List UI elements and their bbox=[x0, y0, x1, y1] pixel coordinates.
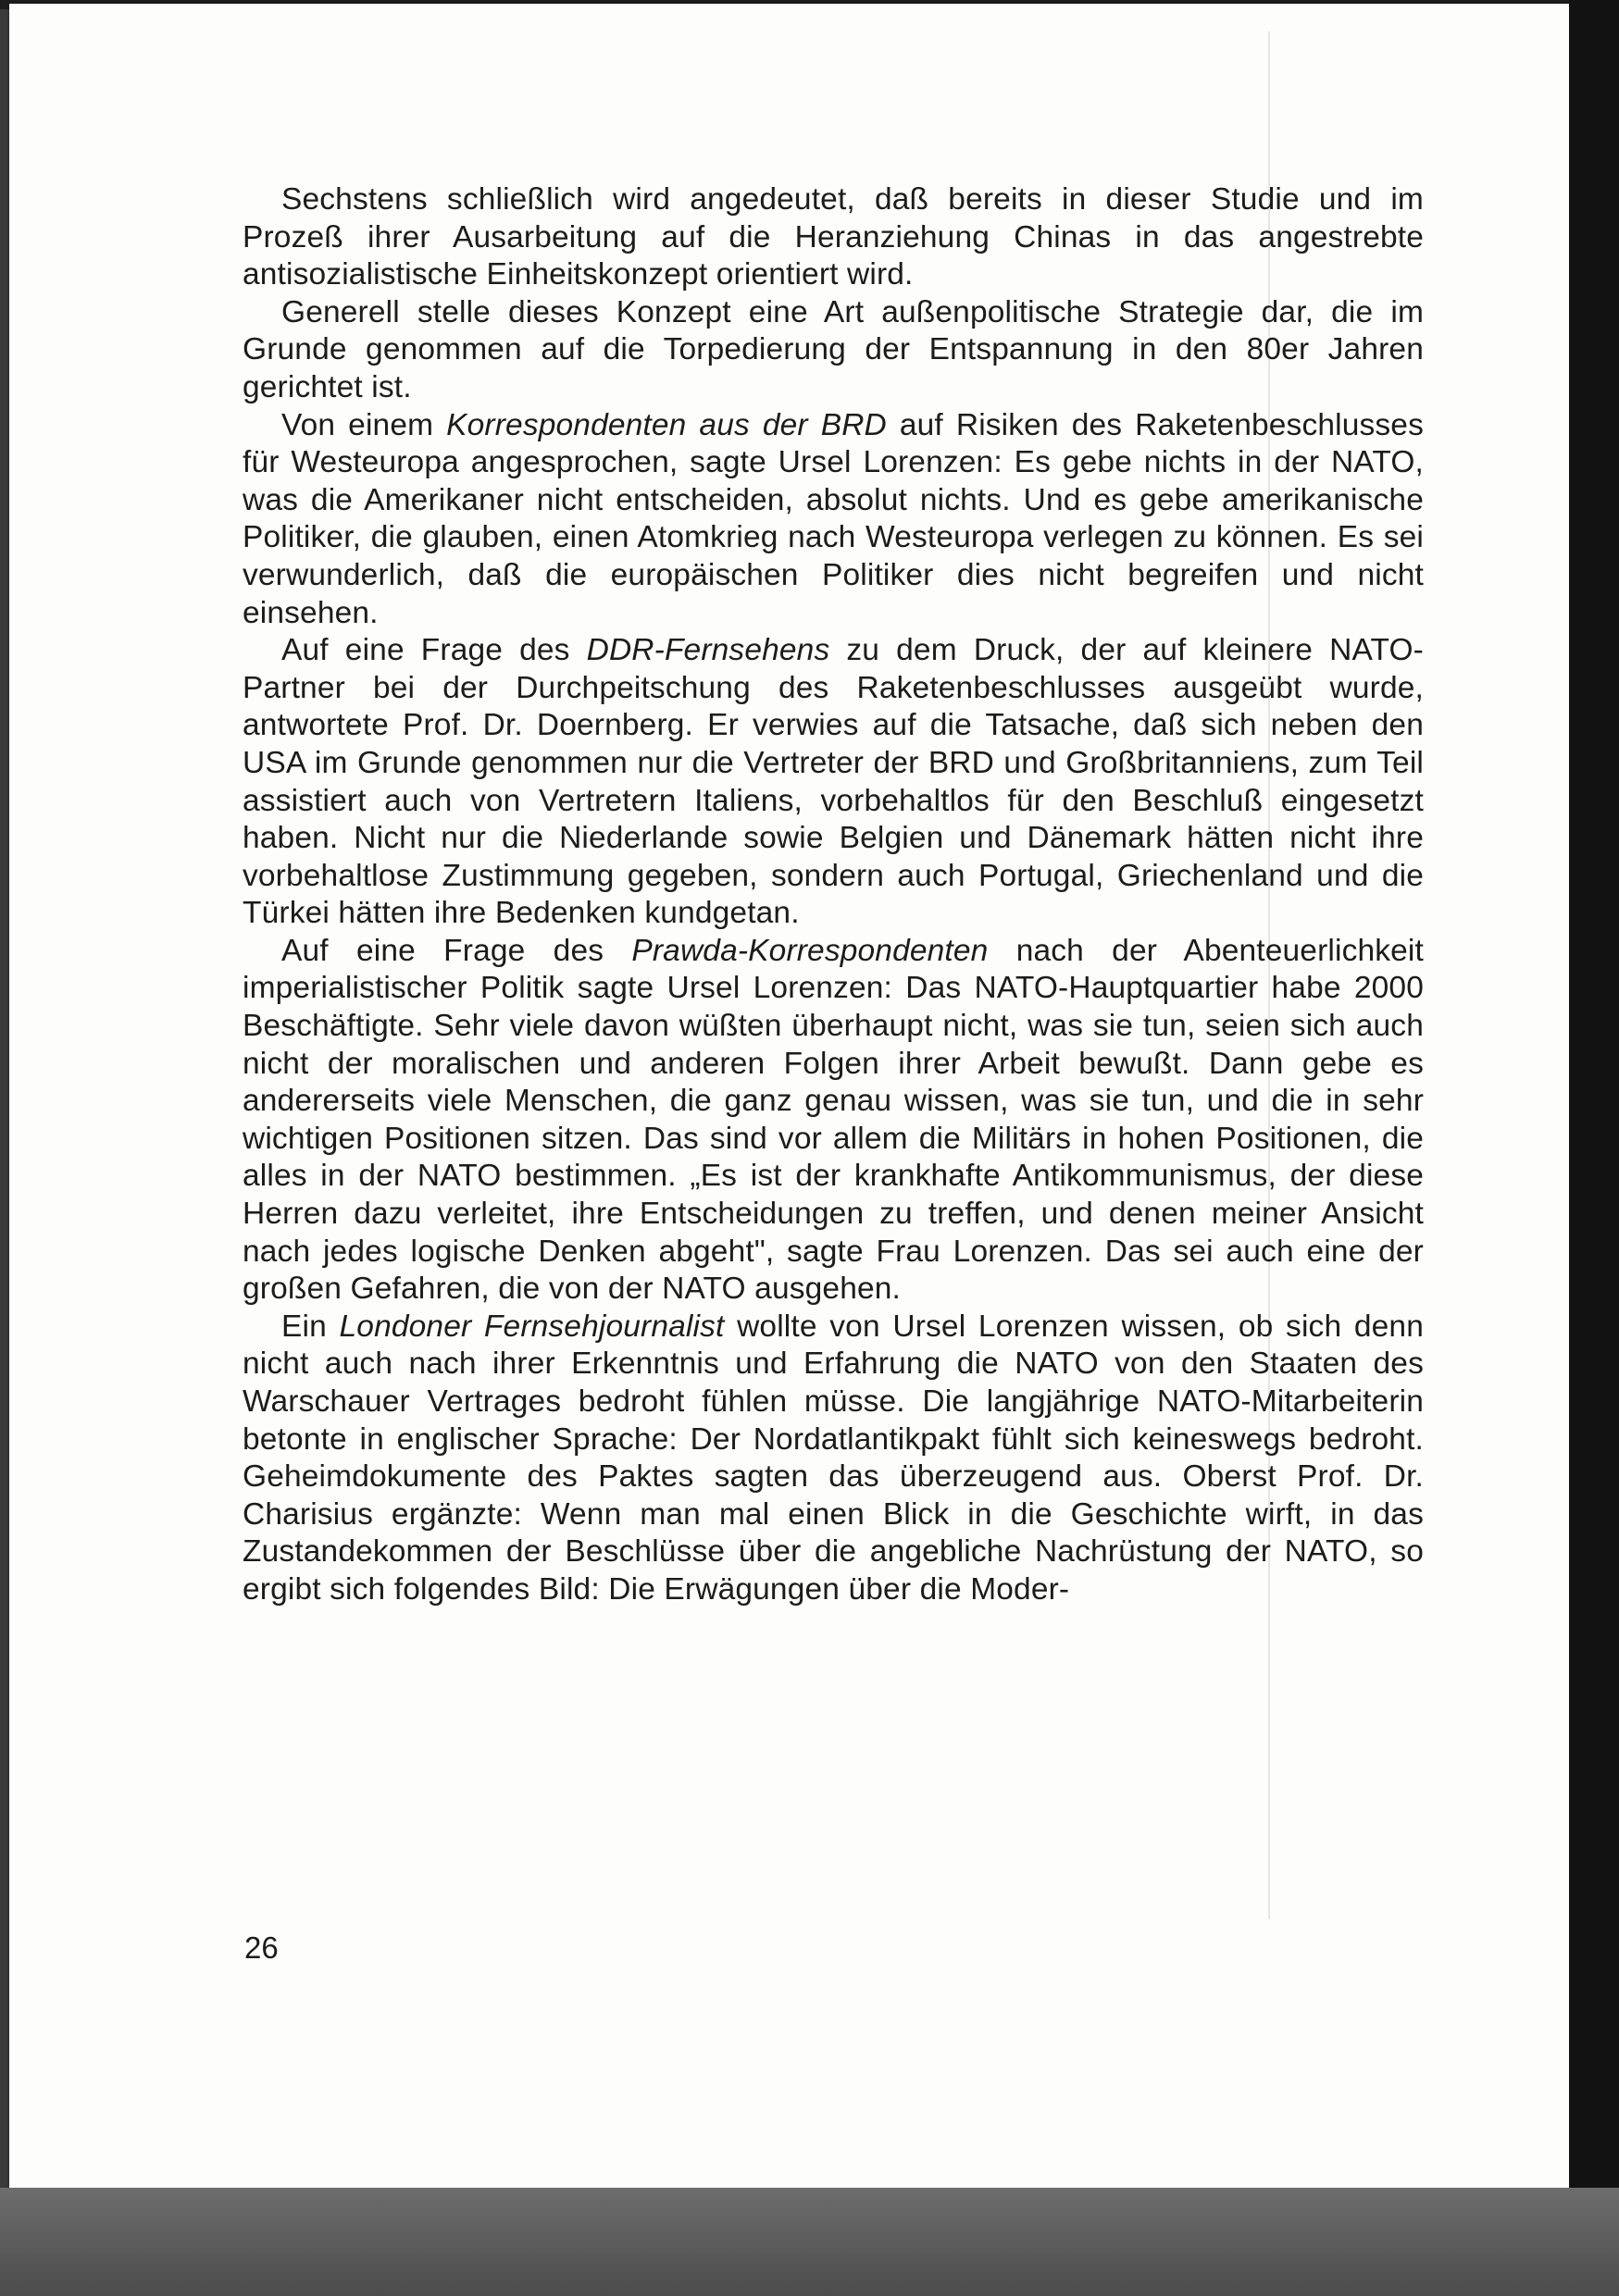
scan-right-edge bbox=[1569, 0, 1619, 2296]
italic-source: Korrespondenten aus der BRD bbox=[446, 407, 887, 442]
italic-source: Prawda-Korrespondenten bbox=[631, 933, 989, 968]
paragraph: Auf eine Frage des Prawda-Korrespondenten nach der Abenteuerlichkeit imperialistischer Politik sagte Ursel Lorenzen: Das NATO-Hauptquartier habe 2000 Beschäftigte. Sehr viele davon wüßten überhaupt nicht, was sie tun, seien sich auch nicht der moralischen und anderen Folgen ihrer Arbeit bewußt. Dann gebe es andererseits viele Menschen, die ganz genau wissen, was sie tun, und die in sehr wichtigen Positionen sitzen. Das sind vor allem die Militärs in hohen Positionen, die alles in der NATO bestimmen. „Es ist der krankhafte Antikommunismus, der diese Herren dazu verleitet, ihre Entscheidungen zu treffen, und denen meiner Ansicht nach jedes logische Denken abgeht", sagte Frau Lorenzen. Das sei auch eine der großen Gefahren, die von der NATO ausgehen. bbox=[243, 933, 1424, 1307]
paragraph: Von einem Korrespondenten aus der BRD auf Risiken des Raketenbeschlusses für Westeuropa angesprochen, sagte Ursel Lorenzen: Es gebe nichts in der NATO, was die Amerikaner nicht entscheiden, absolut nichts. Und es gebe amerikanische Politiker, die glauben, einen Atomkrieg nach Westeuropa verlegen zu können. Es sei verwunderlich, daß die europäischen Politiker dies nicht begreifen und nicht einsehen. bbox=[243, 407, 1424, 630]
scan-bottom-edge bbox=[0, 2188, 1619, 2296]
page-number: 26 bbox=[244, 1930, 279, 1965]
paragraph: Auf eine Frage des DDR-Fernsehens zu dem Druck, der auf kleinere NATO-Partner bei der Durchpeitschung des Raketenbeschlusses ausgeübt wurde, antwortete Prof. Dr. Doernberg. Er verwies auf die Tatsache, daß sich neben den USA im Grunde genommen nur die Vertreter der BRD und Großbritanniens, zum Teil assistiert auch von Vertretern Italiens, vorbehaltlos für den Beschluß eingesetzt haben. Nicht nur die Niederlande sowie Belgien und Dänemark hätten nicht ihre vorbehaltlose Zustimmung gegeben, sondern auch Portugal, Griechenland und die Türkei hätten ihre Bedenken kundgetan. bbox=[243, 633, 1424, 931]
paragraph: Generell stelle dieses Konzept eine Art außenpolitische Strategie dar, die im Grunde genommen auf die Torpedierung der Entspannung in den 80er Jahren gerichtet ist. bbox=[243, 294, 1424, 404]
italic-source: Londoner Fernsehjournalist bbox=[339, 1309, 725, 1344]
paragraph: Ein Londoner Fernsehjournalist wollte von Ursel Lorenzen wissen, ob sich denn nicht auch nach ihrer Erkenntnis und Erfahrung die NATO von den Staaten des Warschauer Vertrages bedroht fühlen müsse. Die langjährige NATO-Mitarbeiterin betonte in englischer Sprache: Der Nordatlantikpakt fühlt sich keineswegs bedroht. Geheimdokumente des Paktes sagten das überzeugend aus. Oberst Prof. Dr. Charisius ergänzte: Wenn man mal einen Blick in die Geschichte wirft, in das Zustandekommen der Beschlüsse über die angebliche Nachrüstung der NATO, so ergibt sich folgendes Bild: Die Erwägungen über die Moder- bbox=[243, 1309, 1424, 1607]
paragraph: Sechstens schließlich wird angedeutet, daß bereits in dieser Studie und im Prozeß ihrer Ausarbeitung auf die Heranziehung Chinas in das angestrebte antisozialistische Einheitskonzept orientiert wird. bbox=[243, 182, 1424, 292]
body-text bbox=[243, 181, 1424, 1609]
italic-source: DDR-Fernsehens bbox=[586, 633, 830, 668]
